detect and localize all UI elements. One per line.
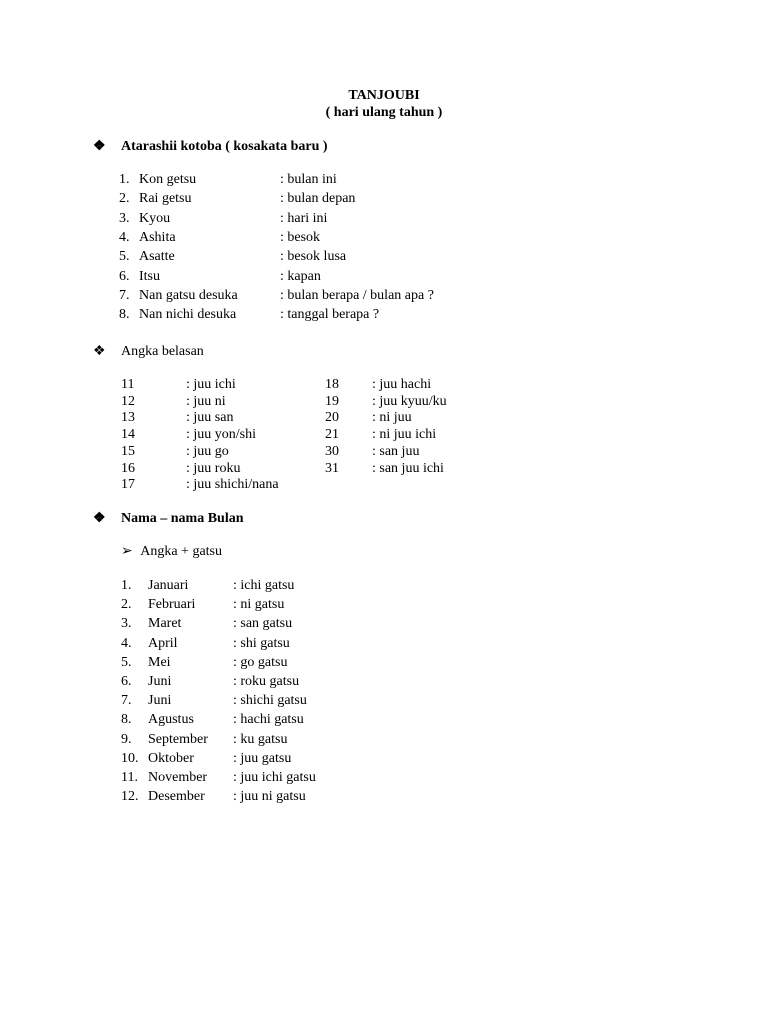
reading-cell: : juu roku	[186, 460, 241, 476]
diamond-bullet-icon: ❖	[93, 344, 106, 359]
month-name: Januari	[148, 578, 189, 593]
vocab-japanese: Kyou	[139, 210, 171, 226]
vocab-meaning: : bulan depan	[280, 191, 356, 207]
month-number: 7.	[121, 693, 132, 709]
vocab-number: 6.	[119, 268, 130, 284]
month-japanese: : juu gatsu	[233, 750, 292, 766]
vocab-meaning: : besok lusa	[280, 249, 347, 265]
month-number: 11.	[121, 770, 138, 785]
month-japanese: : ni gatsu	[233, 597, 285, 613]
month-number: 2.	[121, 597, 132, 613]
page-title: TANJOUBI	[348, 88, 420, 103]
month-name: Desember	[148, 789, 205, 805]
vocab-number: 3.	[119, 210, 130, 226]
number-cell: 16	[121, 460, 135, 476]
vocab-meaning: : kapan	[280, 268, 321, 284]
formula-text: Angka + gatsu	[140, 544, 223, 559]
vocab-number: 5.	[119, 249, 130, 265]
vocab-meaning: : tanggal berapa ?	[280, 307, 380, 323]
month-japanese: : go gatsu	[233, 654, 288, 670]
reading-cell: : ni juu ichi	[372, 427, 437, 443]
month-name: Maret	[148, 616, 182, 632]
month-name: September	[148, 731, 208, 747]
reading-cell: : san juu	[372, 443, 420, 459]
reading-cell: : ni juu	[372, 410, 412, 426]
reading-cell: : juu hachi	[372, 377, 432, 392]
month-japanese: : roku gatsu	[233, 674, 300, 689]
month-name: April	[148, 635, 178, 651]
month-japanese: : ku gatsu	[233, 731, 288, 747]
number-cell: 13	[121, 410, 135, 426]
month-name: Juni	[148, 693, 172, 709]
vocab-meaning: : hari ini	[280, 210, 328, 226]
month-number: 9.	[121, 731, 132, 747]
number-cell: 17	[121, 477, 135, 493]
month-japanese: : shi gatsu	[233, 635, 290, 651]
month-number: 3.	[121, 616, 132, 632]
vocab-japanese: Kon getsu	[139, 172, 197, 187]
diamond-bullet-icon: ❖	[93, 511, 106, 526]
number-cell: 31	[325, 460, 339, 476]
vocab-number: 2.	[119, 191, 130, 207]
month-japanese: : ichi gatsu	[233, 578, 295, 593]
month-number: 6.	[121, 674, 132, 689]
reading-cell: : juu yon/shi	[186, 427, 257, 443]
month-japanese: : san gatsu	[233, 616, 293, 632]
month-number: 1.	[121, 578, 132, 593]
vocab-japanese: Itsu	[139, 268, 160, 284]
reading-cell: : san juu ichi	[372, 460, 444, 476]
section-heading: Nama – nama Bulan	[121, 511, 244, 526]
number-cell: 14	[121, 427, 135, 443]
month-number: 12.	[121, 789, 139, 805]
month-number: 8.	[121, 712, 132, 728]
arrow-bullet-icon: ➢	[121, 544, 133, 559]
month-japanese: : hachi gatsu	[233, 712, 304, 728]
formula-line	[121, 544, 222, 560]
month-name: November	[148, 770, 208, 785]
vocab-japanese: Ashita	[139, 229, 176, 245]
number-cell: 18	[325, 377, 339, 392]
month-name: Februari	[148, 597, 196, 613]
vocab-number: 1.	[119, 172, 130, 187]
section-heading: Atarashii kotoba ( kosakata baru )	[121, 139, 328, 154]
vocab-japanese: Nan nichi desuka	[139, 307, 237, 323]
number-cell: 20	[325, 410, 339, 426]
number-cell: 15	[121, 443, 135, 459]
vocab-japanese: Nan gatsu desuka	[139, 287, 238, 303]
number-cell: 12	[121, 393, 135, 409]
month-japanese: : juu ni gatsu	[233, 789, 306, 805]
month-number: 4.	[121, 635, 132, 651]
number-cell: 21	[325, 427, 339, 443]
reading-cell: : juu ni	[186, 393, 226, 409]
month-japanese: : juu ichi gatsu	[233, 770, 316, 785]
vocab-meaning: : besok	[280, 229, 321, 245]
month-name: Juni	[148, 674, 172, 689]
number-cell: 30	[325, 443, 339, 459]
month-number: 10.	[121, 750, 139, 766]
vocab-japanese: Rai getsu	[139, 191, 192, 207]
month-name: Mei	[148, 654, 171, 670]
page-subtitle: ( hari ulang tahun )	[325, 105, 443, 120]
vocab-number: 4.	[119, 229, 130, 245]
reading-cell: : juu san	[186, 410, 234, 426]
vocab-meaning: : bulan ini	[280, 172, 337, 187]
diamond-bullet-icon: ❖	[93, 139, 106, 154]
month-number: 5.	[121, 654, 132, 670]
reading-cell: : juu ichi	[186, 377, 236, 392]
vocab-japanese: Asatte	[139, 249, 175, 265]
vocab-meaning: : bulan berapa / bulan apa ?	[280, 287, 434, 303]
month-name: Agustus	[148, 712, 194, 728]
vocab-number: 8.	[119, 307, 130, 323]
number-cell: 11	[121, 377, 135, 392]
section-heading: Angka belasan	[121, 344, 204, 359]
month-japanese: : shichi gatsu	[233, 693, 307, 709]
reading-cell: : juu kyuu/ku	[372, 393, 447, 409]
reading-cell: : juu shichi/nana	[186, 477, 279, 493]
number-cell: 19	[325, 393, 339, 409]
reading-cell: : juu go	[186, 443, 229, 459]
month-name: Oktober	[148, 750, 194, 766]
vocab-number: 7.	[119, 287, 130, 303]
